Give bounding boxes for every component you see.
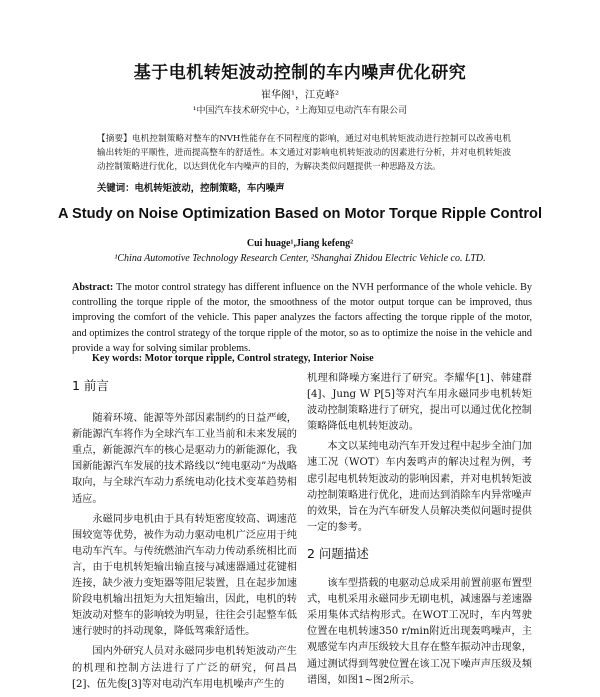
section-2-heading: 2 问题描述 <box>307 545 369 561</box>
english-affiliations: ¹China Automotive Technology Research Center, ²Shanghai Zhidou Electric Vehicle co. LTD. <box>114 253 486 264</box>
english-title: A Study on Noise Optimization Based on Motor Torque Ripple Control <box>57 206 543 222</box>
body-left-column <box>72 371 297 697</box>
right-paragraph-1: 机理和降噪方案进行了研究。李耀华[1]、韩建群[4]、Jung W P[5]等对汽车用永磁同步电机转矩波动控制策略进行了研究，提出可以通过优化控制策略降低电机转矩波动。 <box>307 373 532 433</box>
english-abstract-text: The motor control strategy has different influence on the NVH performance of the whole vehicle. By controlling the torque ripple of the motor, the smoothness of the motor output torque can be improved, thus improving the comfort of the vehicle. This paper analyzes the factors affecting the torque ripple of the motor, and optimizes the control strategy of the torque ripple of the motor, so as to optimize the noise in the vehicle and provide a way for solving similar problems. <box>72 282 532 354</box>
english-authors: Cui huage¹,Jiang kefeng² <box>246 238 354 249</box>
section-1-heading: 1 前言 <box>72 378 109 393</box>
chinese-affiliations: ¹中国汽车技术研究中心，²上海知豆电动汽车有限公司 <box>192 106 408 116</box>
section-1-paragraph-1: 随着环境、能源等外部因素制约的日益严峻，新能源汽车将作为全球汽车工业当前和未来发展的重点，新能源汽车的核心是驱动力的新能源化，我国新能源汽车发展的技术路线以“纯电驱动”为战略取向，与全球汽车动力系统电动化技术变革趋势相适应。 <box>72 413 297 505</box>
chinese-keywords: 关键词：电机转矩波动，控制策略，车内噪声 <box>97 183 285 194</box>
body-right-column <box>307 371 532 693</box>
english-keywords: Key words: Motor torque ripple, Control strategy, Interior Noise <box>92 353 374 364</box>
right-paragraph-2: 本文以某纯电动汽车开发过程中起步全油门加速工况（WOT）车内轰鸣声的解决过程为例，考虑引起电机转矩波动的影响因素，并对电机转矩波动控制策略进行优化，进而达到消除车内异常噪声的效果，旨在为汽车研发人员解决类似问题时提供一定的参考。 <box>307 441 532 533</box>
chinese-abstract: 【摘要】电机控制策略对整车的NVH性能存在不同程度的影响，通过对电机转矩波动进行控制可以改善电机输出转矩的平顺性，进而提高整车的舒适性。本文通过对影响电机转矩波动的因素进行分析，并对电机转矩波动控制策略进行优化，以达到优化车内噪声的目的，为解决类似问题提供一种思路及方法。 <box>97 134 511 172</box>
abstract-label: Abstract: <box>72 282 114 293</box>
right-paragraph-3: 该车型搭载的电驱动总成采用前置前驱布置型式，电机采用永磁同步无刷电机，减速器与差速器采用集体式结构形式。在WOT工况时，车内驾驶位置在电机转速350 r/min附近出现轰鸣噪声，主观感觉车内声压级较大且存在整车振动冲击现象，通过测试得到驾驶位置在该工况下噪声声压级及频谱图，如图1~图2所示。 <box>307 578 532 686</box>
section-1-paragraph-3: 国内外研究人员对永磁同步电机转矩波动产生的机理和控制方法进行了广泛的研究，何昌昌[2]、伍先俊[3]等对电动汽车用电机噪声产生的 <box>72 646 297 690</box>
english-abstract <box>72 280 532 356</box>
chinese-authors: 崔华阁¹，江克峰² <box>260 90 340 101</box>
chinese-title: 基于电机转矩波动控制的车内噪声优化研究 <box>133 63 467 83</box>
section-1-paragraph-2: 永磁同步电机由于具有转矩密度较高、调速范围较宽等优势，被作为动力驱动电机广泛应用于纯电动车汽车。与传统燃油汽车动力传动系统相比而言，由于电机转矩输出输直接与减速器通过花键相连接，缺少液力变矩器等阻尼装置，且在起步加速阶段电机输出扭矩为大扭矩输出，因此，电机的转矩波动对整车的影响较为明显，往往会引起整车低速行驶时的抖动现象，降低驾乘舒适性。 <box>72 513 297 638</box>
